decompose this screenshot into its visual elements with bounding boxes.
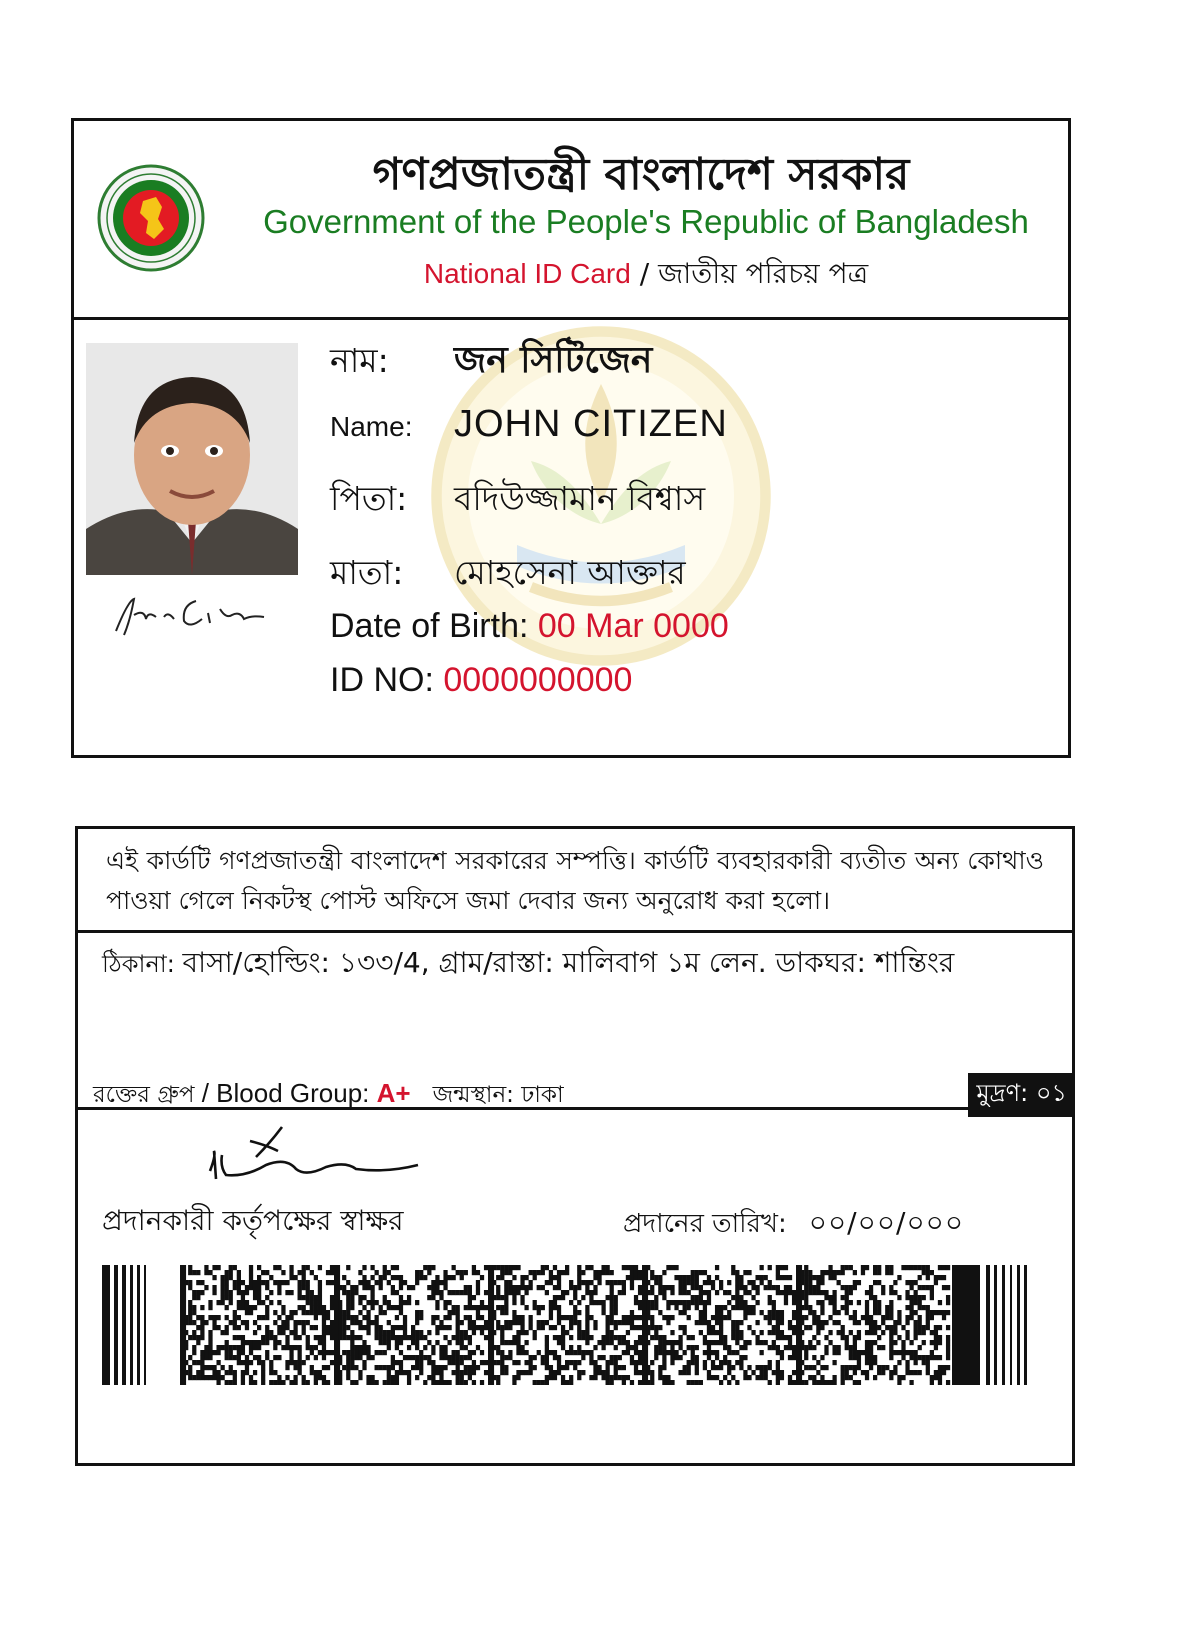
card-type-separator: / bbox=[630, 257, 659, 290]
holder-photo bbox=[86, 343, 298, 575]
issue-date-row bbox=[623, 1201, 964, 1248]
address-value: বাসা/হোল্ডিং: ১৩৩/4, গ্রাম/রাস্তা: মালিবাগ ১ম লেন. ডাকঘর: শান্তিংর bbox=[182, 946, 955, 979]
mother-value: মোহসেনা আক্তার bbox=[454, 553, 686, 592]
card-type-english: National ID Card bbox=[423, 258, 631, 289]
government-title-english: Government of the People's Republic of Bangladesh bbox=[263, 203, 1029, 240]
name-english-label: Name: bbox=[330, 411, 413, 442]
government-seal-icon bbox=[96, 163, 206, 273]
pdf417-barcode bbox=[102, 1265, 1032, 1385]
blood-group-label-bengali: রক্তের গ্রুপ bbox=[93, 1082, 195, 1108]
father-label: পিতা: bbox=[330, 479, 408, 518]
birthplace: জন্মস্থান: ঢাকা bbox=[432, 1082, 564, 1108]
id-number-label: ID NO: bbox=[330, 661, 444, 699]
section-divider bbox=[78, 1107, 1072, 1110]
address-label: ঠিকানা: bbox=[102, 950, 183, 978]
id-card-front bbox=[71, 118, 1071, 758]
issue-date-label: প্রদানের তারিখ: bbox=[623, 1209, 787, 1239]
address-row bbox=[102, 941, 1060, 988]
card-header bbox=[74, 121, 1068, 320]
card-type-bengali: জাতীয় পরিচয় পত্র bbox=[658, 257, 869, 290]
blood-group-value: A+ bbox=[376, 1078, 411, 1108]
mother-label: মাতা: bbox=[330, 553, 404, 592]
blood-group-label-english: Blood Group: bbox=[216, 1078, 377, 1108]
card-type-line bbox=[224, 252, 1068, 299]
property-notice: এই কার্ডটি গণপ্রজাতন্ত্রী বাংলাদেশ সরকারের সম্পত্তি। কার্ডটি ব্যবহারকারী ব্যতীত অন্য কোথাও পাওয়া গেলে নিকটস্থ পোস্ট অফিসে জমা দেবার জন্য অনুরোধ করা হলো। bbox=[78, 829, 1072, 933]
father-row bbox=[330, 473, 705, 529]
authority-signature bbox=[186, 1121, 426, 1193]
id-number-row bbox=[330, 661, 632, 700]
print-number-badge: মুদ্রণ: ০১ bbox=[968, 1073, 1075, 1117]
date-of-birth-value: 00 Mar 0000 bbox=[537, 607, 729, 645]
id-number-value: 0000000000 bbox=[443, 661, 633, 699]
name-english-row bbox=[330, 403, 728, 446]
government-title-bengali: গণপ্রজাতন্ত্রী বাংলাদেশ সরকার bbox=[372, 149, 910, 200]
date-of-birth-label: Date of Birth: bbox=[330, 607, 538, 645]
name-english-value: JOHN CITIZEN bbox=[454, 403, 728, 445]
id-card-back bbox=[75, 826, 1075, 1466]
name-bengali-label: নাম: bbox=[330, 341, 389, 380]
issue-date-value: ০০/০০/০০০ bbox=[808, 1206, 965, 1239]
date-of-birth-row bbox=[330, 607, 729, 646]
name-bengali-row bbox=[330, 333, 652, 393]
holder-signature bbox=[110, 591, 270, 641]
father-value: বদিউজ্জামান বিশ্বাস bbox=[454, 479, 706, 518]
name-bengali-value: জন সিটিজেন bbox=[454, 340, 653, 381]
mother-row bbox=[330, 547, 686, 603]
blood-group-separator: / bbox=[194, 1078, 217, 1108]
authority-signature-label: প্রদানকারী কর্তৃপক্ষের স্বাক্ষর bbox=[102, 1204, 404, 1237]
